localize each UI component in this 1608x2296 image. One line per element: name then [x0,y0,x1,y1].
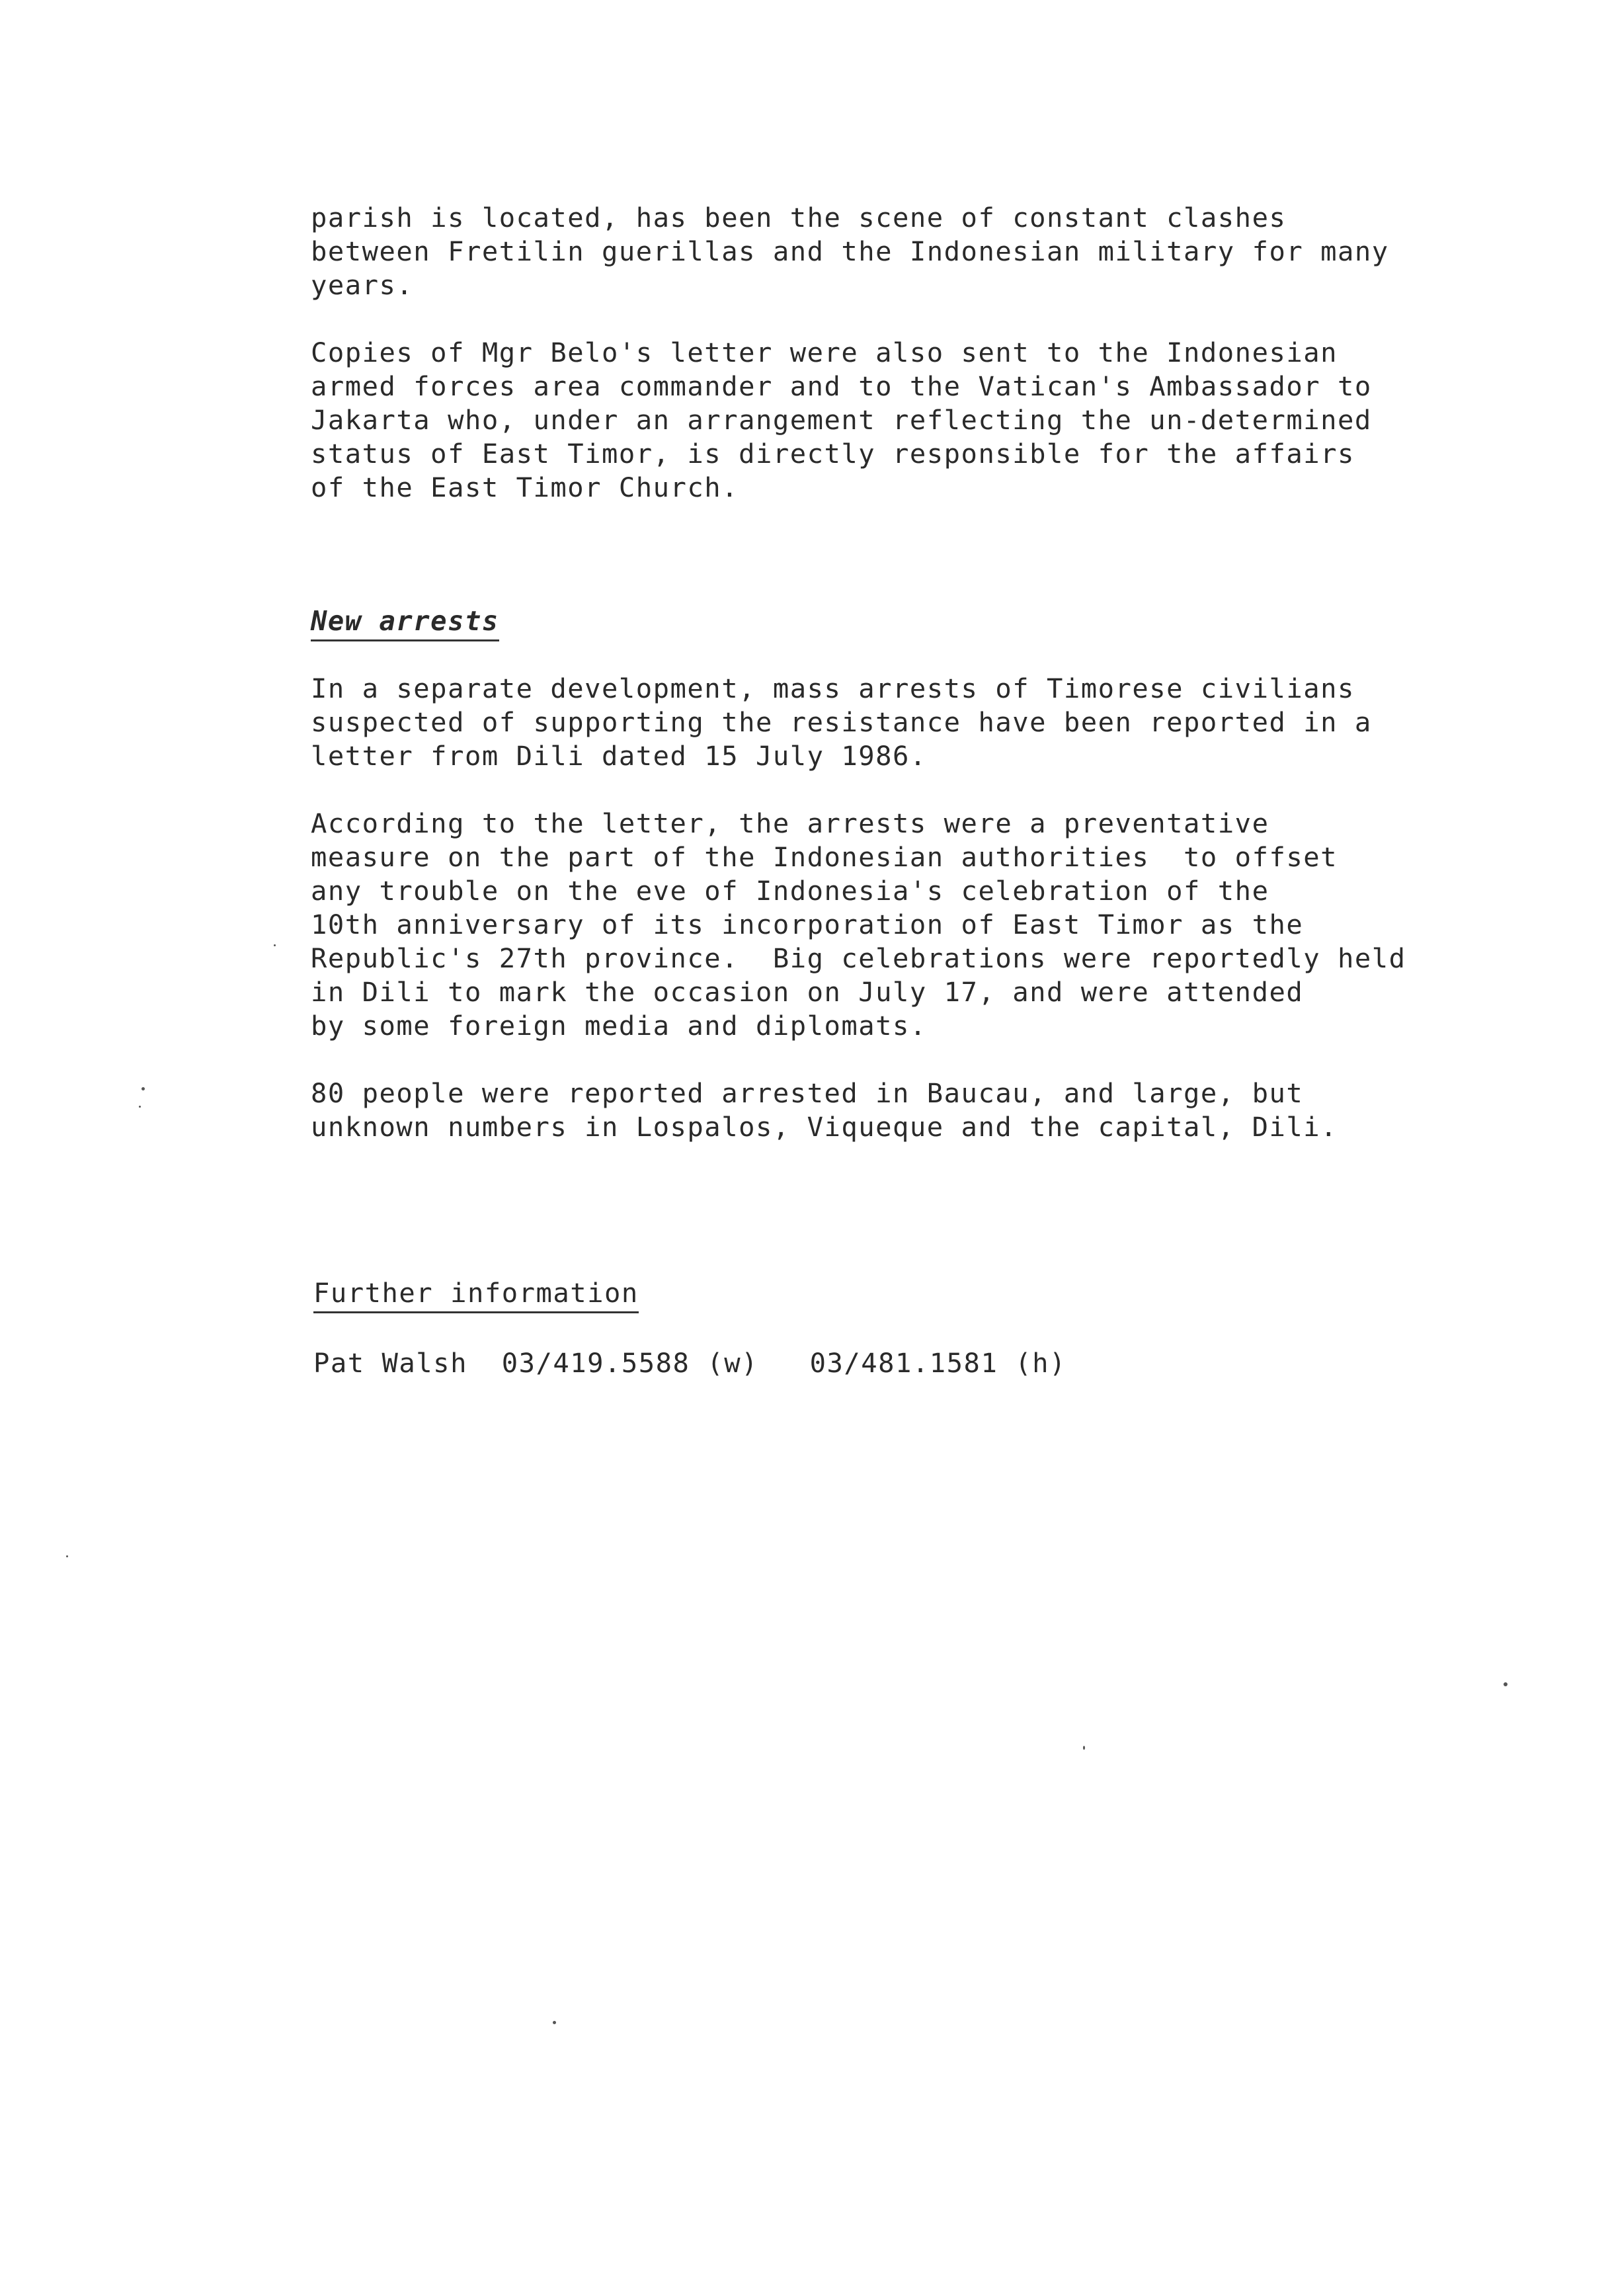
text-line: 80 people were reported arrested in Baucau, and large, but [311,1077,1304,1109]
text-line: letter from Dili dated 15 July 1986. [311,740,927,772]
scan-speck [1504,1682,1508,1686]
text-line: measure on the part of the Indonesian authorities to offset [311,841,1338,873]
text-line: armed forces area commander and to the Vatican's Ambassador to [311,370,1372,402]
scan-speck [66,1555,68,1557]
text-line: of the East Timor Church. [311,472,739,503]
text-line: 10th anniversary of its incorporation of East Timor as the [311,909,1304,940]
paragraph-copies-of-letter [311,336,1435,505]
scan-speck [1083,1746,1085,1750]
text-line: Jakarta who, under an arrangement reflecting the un-determined [311,404,1372,436]
contact-details: Pat Walsh 03/419.5588 (w) 03/481.1581 (h) [313,1347,1066,1379]
text-line: in Dili to mark the occasion on July 17, and were attended [311,976,1304,1008]
contact-line [313,1346,1437,1380]
text-line: In a separate development, mass arrests of Timorese civilians [311,673,1355,704]
text-line: by some foreign media and diplomats. [311,1010,927,1042]
text-line: any trouble on the eve of Indonesia's celebration of the [311,875,1269,907]
text-line: years. [311,269,414,301]
text-line: Republic's 27th province. Big celebrations were reportedly held [311,942,1406,974]
text-line: unknown numbers in Lospalos, Viqueque and the capital, Dili. [311,1111,1338,1143]
text-line: Copies of Mgr Belo's letter were also sent to the Indonesian [311,337,1338,368]
scan-speck [553,2021,556,2024]
paragraph-parish [311,201,1435,302]
paragraph-according-to-letter [311,807,1435,1043]
text-line: According to the letter, the arrests were a preventative [311,807,1269,839]
heading-new-arrests: New arrests [311,604,499,641]
scan-speck [141,1087,145,1090]
text-line: suspected of supporting the resistance have been reported in a [311,706,1372,738]
paragraph-people-arrested [311,1077,1435,1144]
text-line: parish is located, has been the scene of constant clashes [311,202,1287,233]
text-line: status of East Timor, is directly responsible for the affairs [311,438,1355,470]
heading-further-information: Further information [313,1276,639,1313]
paragraph-separate-development [311,672,1435,773]
text-line: between Fretilin guerillas and the Indonesian military for many [311,235,1389,267]
scan-speck [139,1106,141,1108]
scan-speck [274,944,276,946]
